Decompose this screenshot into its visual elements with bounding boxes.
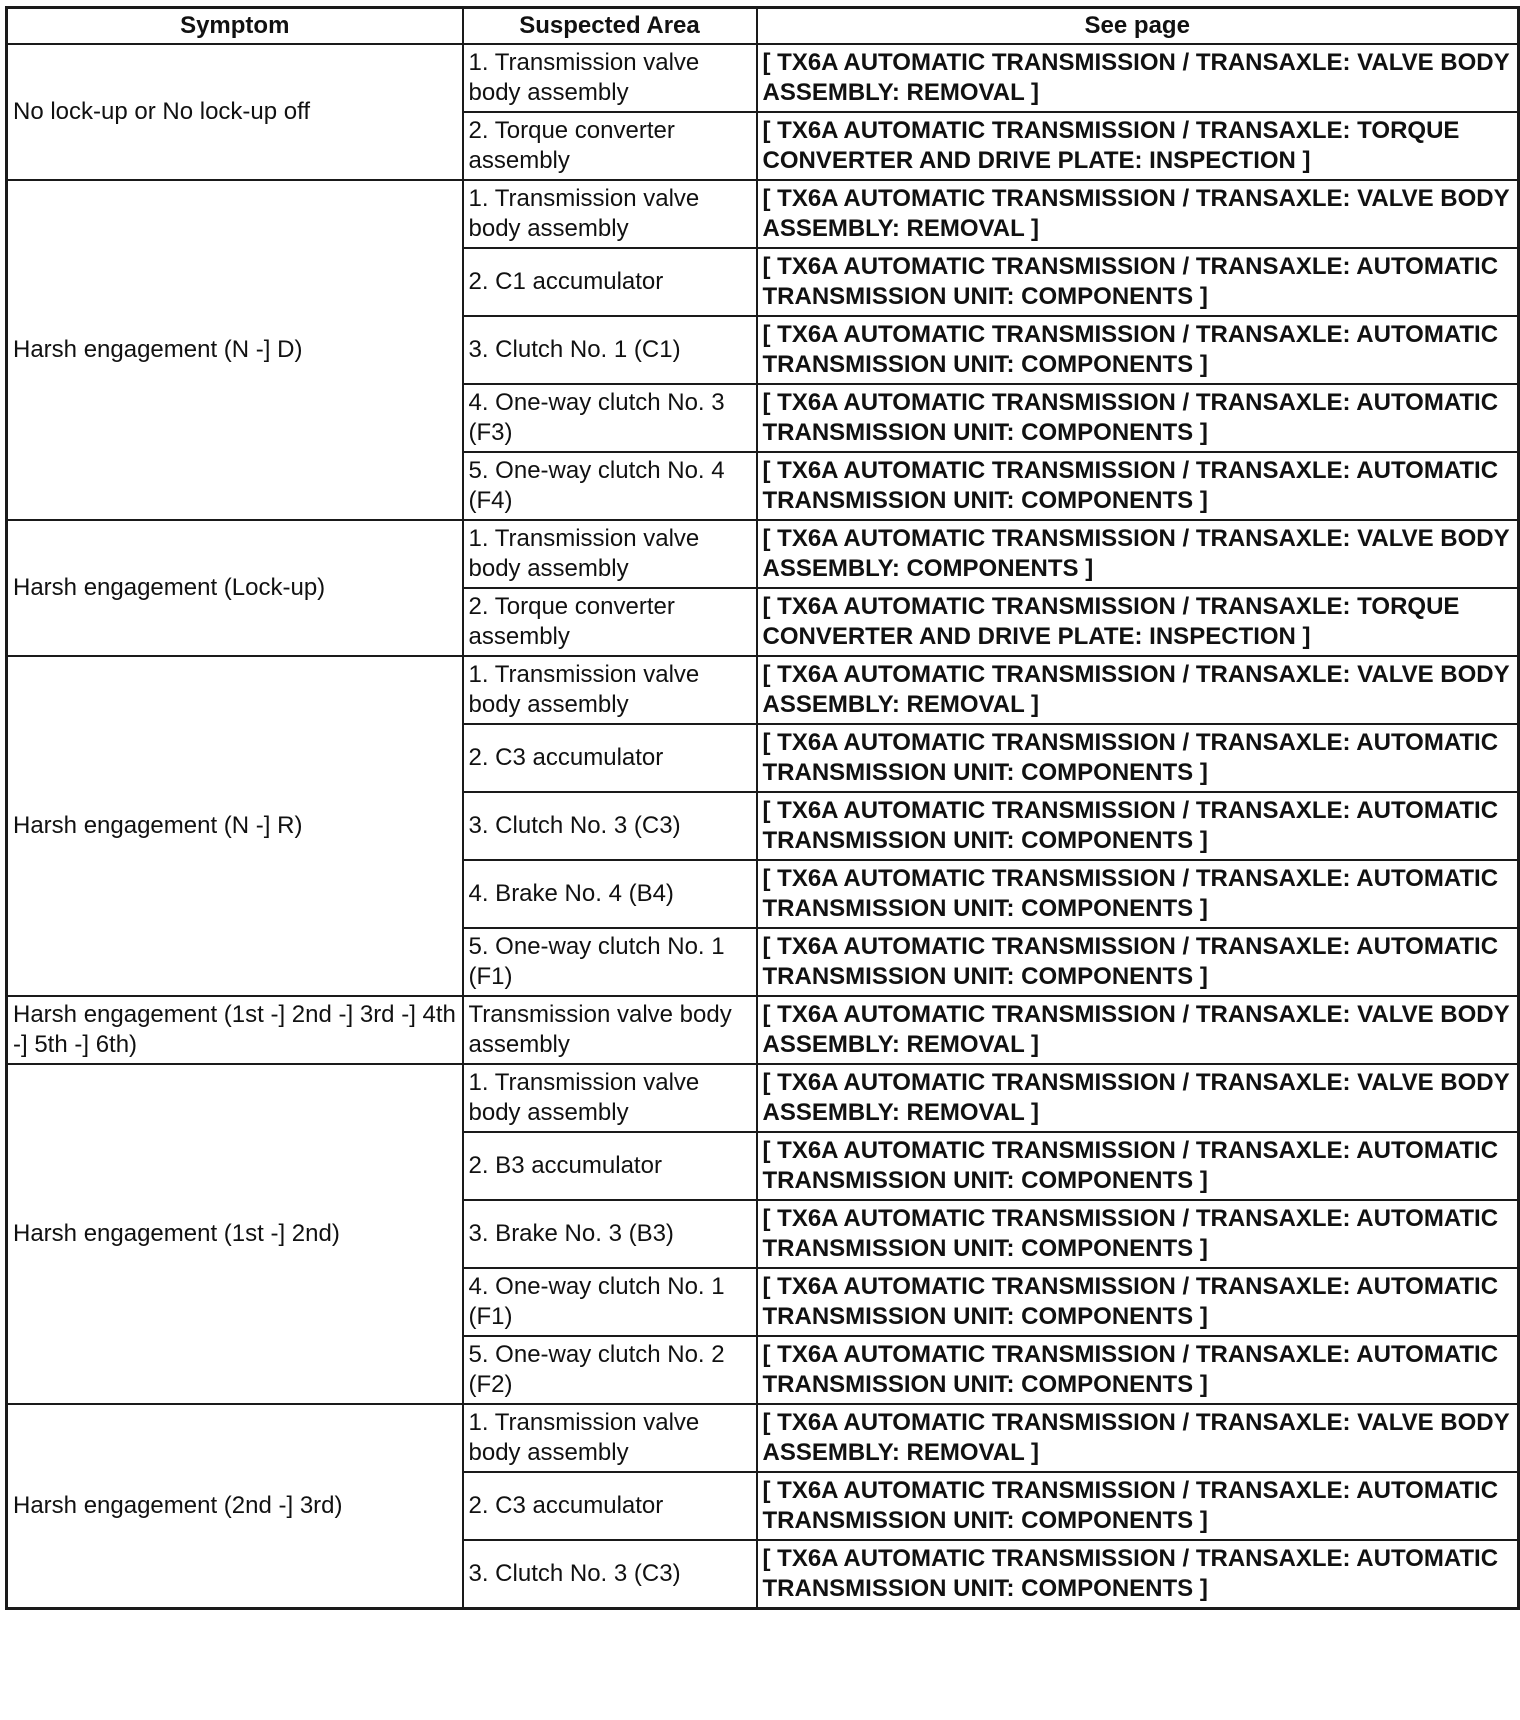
see-page-link[interactable]: [ TX6A AUTOMATIC TRANSMISSION / TRANSAXLE: VALVE BODY ASSEMBLY: REMOVAL ] (757, 180, 1519, 248)
table-row (7, 656, 1519, 724)
header-symptom: Symptom (7, 8, 463, 45)
suspected-area-cell: 2. Torque converter assembly (463, 588, 757, 656)
suspected-area-cell: 3. Brake No. 3 (B3) (463, 1200, 757, 1268)
suspected-area-cell: 5. One-way clutch No. 4 (F4) (463, 452, 757, 520)
suspected-area-cell: 1. Transmission valve body assembly (463, 520, 757, 588)
troubleshooting-table (5, 6, 1520, 1610)
see-page-link[interactable]: [ TX6A AUTOMATIC TRANSMISSION / TRANSAXLE: AUTOMATIC TRANSMISSION UNIT: COMPONENTS ] (757, 1268, 1519, 1336)
see-page-link[interactable]: [ TX6A AUTOMATIC TRANSMISSION / TRANSAXLE: TORQUE CONVERTER AND DRIVE PLATE: INSPECTION ] (757, 588, 1519, 656)
suspected-area-cell: 3. Clutch No. 1 (C1) (463, 316, 757, 384)
suspected-area-cell: 4. One-way clutch No. 1 (F1) (463, 1268, 757, 1336)
header-row (7, 8, 1519, 45)
troubleshooting-table-container (5, 6, 1517, 1610)
see-page-link[interactable]: [ TX6A AUTOMATIC TRANSMISSION / TRANSAXLE: VALVE BODY ASSEMBLY: REMOVAL ] (757, 656, 1519, 724)
see-page-link[interactable]: [ TX6A AUTOMATIC TRANSMISSION / TRANSAXLE: AUTOMATIC TRANSMISSION UNIT: COMPONENTS ] (757, 1540, 1519, 1609)
suspected-area-cell: 4. Brake No. 4 (B4) (463, 860, 757, 928)
symptom-cell: Harsh engagement (1st -] 2nd) (7, 1064, 463, 1404)
suspected-area-cell: 1. Transmission valve body assembly (463, 180, 757, 248)
see-page-link[interactable]: [ TX6A AUTOMATIC TRANSMISSION / TRANSAXLE: AUTOMATIC TRANSMISSION UNIT: COMPONENTS ] (757, 928, 1519, 996)
suspected-area-cell: 1. Transmission valve body assembly (463, 656, 757, 724)
see-page-link[interactable]: [ TX6A AUTOMATIC TRANSMISSION / TRANSAXLE: VALVE BODY ASSEMBLY: REMOVAL ] (757, 996, 1519, 1064)
suspected-area-cell: 5. One-way clutch No. 1 (F1) (463, 928, 757, 996)
see-page-link[interactable]: [ TX6A AUTOMATIC TRANSMISSION / TRANSAXLE: AUTOMATIC TRANSMISSION UNIT: COMPONENTS ] (757, 316, 1519, 384)
see-page-link[interactable]: [ TX6A AUTOMATIC TRANSMISSION / TRANSAXLE: VALVE BODY ASSEMBLY: REMOVAL ] (757, 1404, 1519, 1472)
suspected-area-cell: 2. Torque converter assembly (463, 112, 757, 180)
suspected-area-cell: 1. Transmission valve body assembly (463, 1064, 757, 1132)
symptom-cell: Harsh engagement (N -] R) (7, 656, 463, 996)
see-page-link[interactable]: [ TX6A AUTOMATIC TRANSMISSION / TRANSAXLE: AUTOMATIC TRANSMISSION UNIT: COMPONENTS ] (757, 384, 1519, 452)
symptom-cell: Harsh engagement (Lock-up) (7, 520, 463, 656)
table-body (7, 44, 1519, 1609)
see-page-link[interactable]: [ TX6A AUTOMATIC TRANSMISSION / TRANSAXLE: AUTOMATIC TRANSMISSION UNIT: COMPONENTS ] (757, 1472, 1519, 1540)
suspected-area-cell: 5. One-way clutch No. 2 (F2) (463, 1336, 757, 1404)
table-row (7, 996, 1519, 1064)
see-page-link[interactable]: [ TX6A AUTOMATIC TRANSMISSION / TRANSAXLE: AUTOMATIC TRANSMISSION UNIT: COMPONENTS ] (757, 452, 1519, 520)
suspected-area-cell: 2. C3 accumulator (463, 724, 757, 792)
suspected-area-cell: 2. C3 accumulator (463, 1472, 757, 1540)
symptom-cell: Harsh engagement (1st -] 2nd -] 3rd -] 4th -] 5th -] 6th) (7, 996, 463, 1064)
see-page-link[interactable]: [ TX6A AUTOMATIC TRANSMISSION / TRANSAXLE: AUTOMATIC TRANSMISSION UNIT: COMPONENTS ] (757, 792, 1519, 860)
see-page-link[interactable]: [ TX6A AUTOMATIC TRANSMISSION / TRANSAXLE: TORQUE CONVERTER AND DRIVE PLATE: INSPECTION ] (757, 112, 1519, 180)
table-row (7, 1404, 1519, 1472)
header-see-page: See page (757, 8, 1519, 45)
table-row (7, 1064, 1519, 1132)
see-page-link[interactable]: [ TX6A AUTOMATIC TRANSMISSION / TRANSAXLE: AUTOMATIC TRANSMISSION UNIT: COMPONENTS ] (757, 1200, 1519, 1268)
table-header (7, 8, 1519, 45)
see-page-link[interactable]: [ TX6A AUTOMATIC TRANSMISSION / TRANSAXLE: AUTOMATIC TRANSMISSION UNIT: COMPONENTS ] (757, 860, 1519, 928)
table-row (7, 180, 1519, 248)
suspected-area-cell: 2. C1 accumulator (463, 248, 757, 316)
suspected-area-cell: Transmission valve body assembly (463, 996, 757, 1064)
see-page-link[interactable]: [ TX6A AUTOMATIC TRANSMISSION / TRANSAXLE: VALVE BODY ASSEMBLY: REMOVAL ] (757, 44, 1519, 112)
symptom-cell: No lock-up or No lock-up off (7, 44, 463, 180)
see-page-link[interactable]: [ TX6A AUTOMATIC TRANSMISSION / TRANSAXLE: AUTOMATIC TRANSMISSION UNIT: COMPONENTS ] (757, 1336, 1519, 1404)
suspected-area-cell: 2. B3 accumulator (463, 1132, 757, 1200)
symptom-cell: Harsh engagement (2nd -] 3rd) (7, 1404, 463, 1609)
table-row (7, 520, 1519, 588)
symptom-cell: Harsh engagement (N -] D) (7, 180, 463, 520)
suspected-area-cell: 1. Transmission valve body assembly (463, 44, 757, 112)
see-page-link[interactable]: [ TX6A AUTOMATIC TRANSMISSION / TRANSAXLE: AUTOMATIC TRANSMISSION UNIT: COMPONENTS ] (757, 1132, 1519, 1200)
header-suspected-area: Suspected Area (463, 8, 757, 45)
table-row (7, 44, 1519, 112)
suspected-area-cell: 4. One-way clutch No. 3 (F3) (463, 384, 757, 452)
see-page-link[interactable]: [ TX6A AUTOMATIC TRANSMISSION / TRANSAXLE: VALVE BODY ASSEMBLY: COMPONENTS ] (757, 520, 1519, 588)
see-page-link[interactable]: [ TX6A AUTOMATIC TRANSMISSION / TRANSAXLE: AUTOMATIC TRANSMISSION UNIT: COMPONENTS ] (757, 724, 1519, 792)
suspected-area-cell: 1. Transmission valve body assembly (463, 1404, 757, 1472)
suspected-area-cell: 3. Clutch No. 3 (C3) (463, 1540, 757, 1609)
see-page-link[interactable]: [ TX6A AUTOMATIC TRANSMISSION / TRANSAXLE: VALVE BODY ASSEMBLY: REMOVAL ] (757, 1064, 1519, 1132)
see-page-link[interactable]: [ TX6A AUTOMATIC TRANSMISSION / TRANSAXLE: AUTOMATIC TRANSMISSION UNIT: COMPONENTS ] (757, 248, 1519, 316)
suspected-area-cell: 3. Clutch No. 3 (C3) (463, 792, 757, 860)
